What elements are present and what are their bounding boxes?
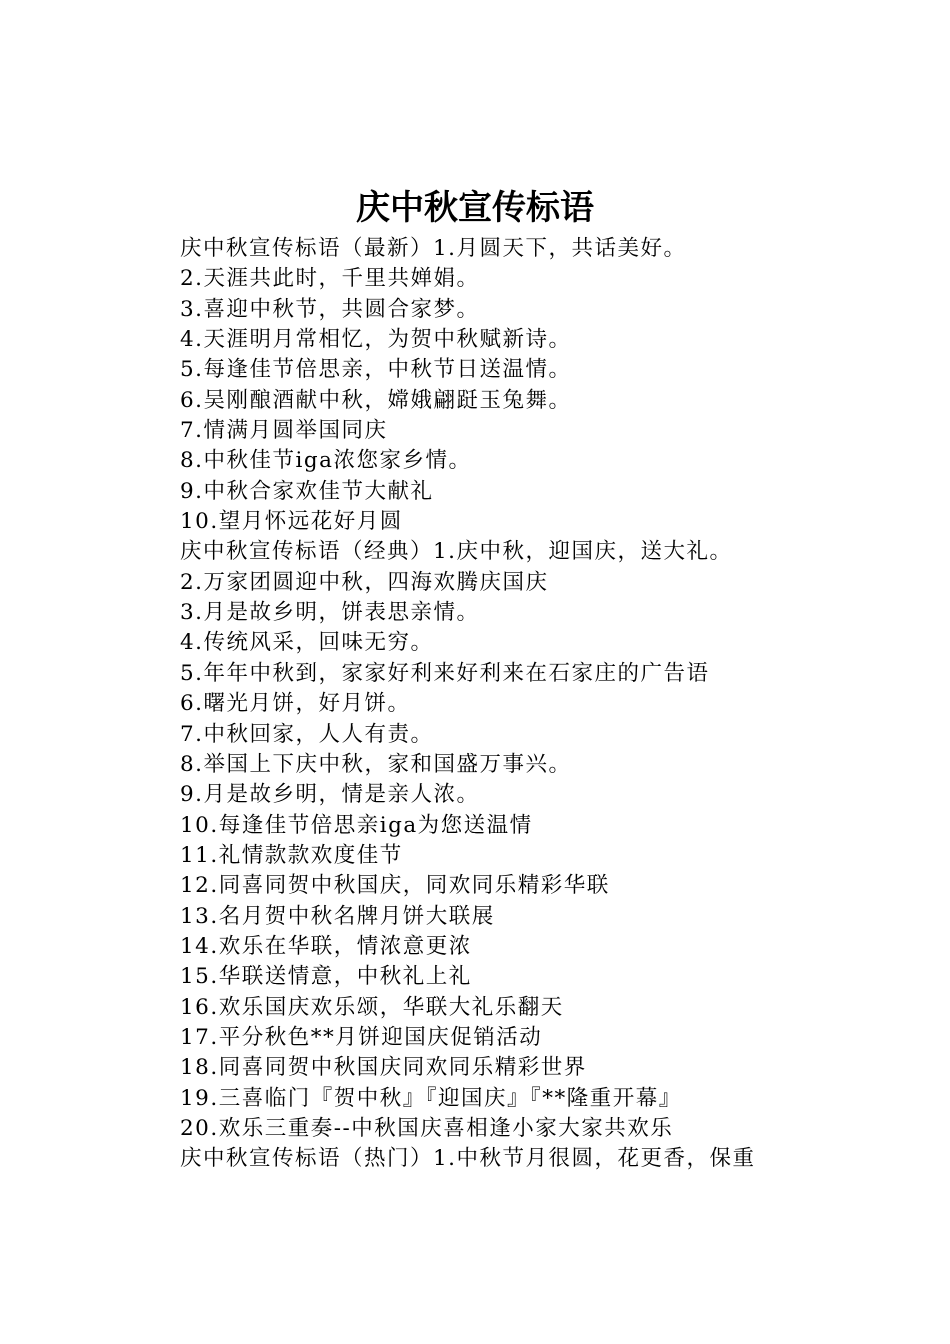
text-line: 4.传统风采，回味无穷。 [180, 630, 434, 656]
text-line: 2.天涯共此时，千里共婵娟。 [180, 266, 480, 292]
slogan-list [180, 234, 860, 1175]
text-line: 20.欢乐三重奏--中秋国庆喜相逢小家大家共欢乐 [180, 1115, 674, 1141]
text-line: 13.名月贺中秋名牌月饼大联展 [180, 903, 495, 929]
text-line: 10.望月怀远花好月圆 [180, 509, 403, 535]
text-line: 2.万家团圆迎中秋，四海欢腾庆国庆 [180, 569, 549, 595]
text-line: 7.情满月圆举国同庆 [180, 418, 388, 444]
text-line: 12.同喜同贺中秋国庆，同欢同乐精彩华联 [180, 873, 610, 899]
text-line: 6.吴刚酿酒献中秋，嫦娥翩跹玉兔舞。 [180, 387, 572, 413]
text-line: 5.年年中秋到，家家好利来好利来在石家庄的广告语 [180, 660, 710, 686]
text-line: 16.欢乐国庆欢乐颂，华联大礼乐翻天 [180, 994, 564, 1020]
text-line: 15.华联送情意，中秋礼上礼 [180, 964, 472, 990]
text-line: 8.举国上下庆中秋，家和国盛万事兴。 [180, 751, 572, 777]
text-line: 17.平分秋色**月饼迎国庆促销活动 [180, 1024, 543, 1050]
text-line: 庆中秋宣传标语（热门）1.中秋节月很圆，花更香，保重 [180, 1146, 756, 1172]
text-line: 庆中秋宣传标语（最新）1.月圆天下，共话美好。 [180, 236, 687, 261]
text-line: 4.天涯明月常相忆，为贺中秋赋新诗。 [180, 327, 572, 353]
text-line: 11.礼情款款欢度佳节 [180, 842, 403, 868]
text-line: 3.月是故乡明，饼表思亲情。 [180, 600, 480, 626]
text-line: 9.中秋合家欢佳节大献礼 [180, 478, 434, 504]
text-line: 3.喜迎中秋节，共圆合家梦。 [180, 296, 480, 322]
text-line: 7.中秋回家，人人有责。 [180, 721, 434, 747]
document-title: 庆中秋宣传标语 [356, 188, 594, 228]
text-line: 10.每逢佳节倍思亲iga为您送温情 [180, 812, 533, 838]
text-line: 9.月是故乡明，情是亲人浓。 [180, 782, 480, 808]
text-line: 19.三喜临门『贺中秋』『迎国庆』『**隆重开幕』 [180, 1085, 682, 1111]
text-line: 14.欢乐在华联，情浓意更浓 [180, 933, 472, 959]
text-line: 18.同喜同贺中秋国庆同欢同乐精彩世界 [180, 1055, 587, 1081]
text-line: 5.每逢佳节倍思亲，中秋节日送温情。 [180, 357, 572, 383]
text-line: 庆中秋宣传标语（经典）1.庆中秋，迎国庆，送大礼。 [180, 539, 733, 565]
text-line: 8.中秋佳节iga浓您家乡情。 [180, 448, 472, 474]
text-line: 6.曙光月饼，好月饼。 [180, 691, 411, 717]
